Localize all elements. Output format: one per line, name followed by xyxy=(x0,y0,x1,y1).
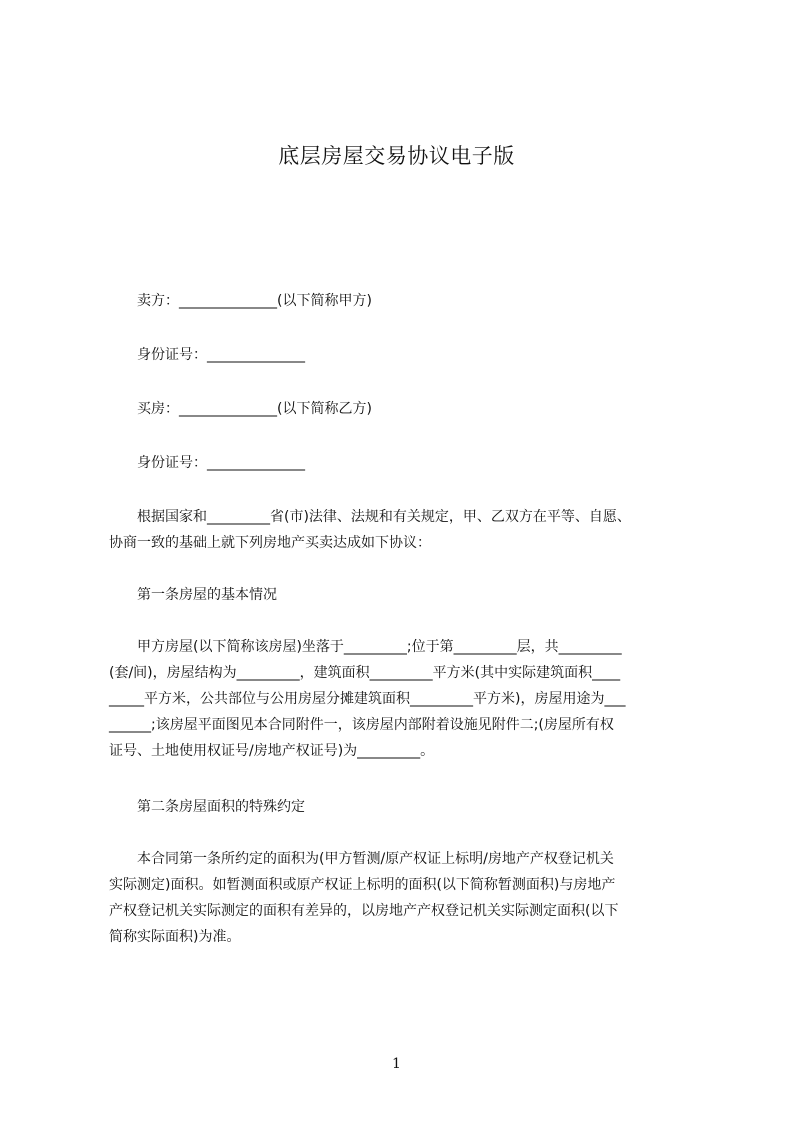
article1-line-4: ______;该房屋平面图见本合同附件一，该房屋内部附着设施见附件二;(房屋所有权 xyxy=(109,717,614,733)
preamble-line-2: 协商一致的基础上就下列房地产买卖达成如下协议： xyxy=(109,535,431,551)
article1-paragraph xyxy=(109,634,699,764)
article1-line-5: 证号、土地使用权证号/房地产权证号)为_________。 xyxy=(109,743,435,759)
buyer-line: 买房：______________(以下简称乙方) xyxy=(137,401,372,417)
article2-line-4: 简称实际面积)为准。 xyxy=(109,929,241,945)
seller-line: 卖方：______________(以下简称甲方) xyxy=(137,293,372,309)
seller-id-line: 身份证号：______________ xyxy=(137,347,305,363)
page-number: 1 xyxy=(392,1056,401,1072)
buyer-id-line: 身份证号：______________ xyxy=(137,455,305,471)
article2-line-1: 本合同第一条所约定的面积为(甲方暂测/原产权证上标明/房地产产权登记机关 xyxy=(137,851,614,867)
article2-line-3: 产权登记机关实际测定的面积有差异的，以房地产产权登记机关实际测定面积(以下 xyxy=(109,903,619,919)
article1-heading: 第一条房屋的基本情况 xyxy=(137,587,277,603)
preamble-paragraph xyxy=(109,504,699,556)
document-title: 底层房屋交易协议电子版 xyxy=(278,144,515,168)
article2-heading: 第二条房屋面积的特殊约定 xyxy=(137,799,305,815)
article2-line-2: 实际测定)面积。如暂测面积或原产权证上标明的面积(以下简称暂测面积)与房地产 xyxy=(109,877,616,893)
article1-line-2: (套/间)，房屋结构为_________，建筑面积_________平方米(其中实际建筑面积____ xyxy=(109,665,621,681)
article2-paragraph xyxy=(109,846,699,950)
article1-line-1: 甲方房屋(以下简称该房屋)坐落于_________;位于第_________层，共_________ xyxy=(137,639,622,655)
article1-line-3: _____平方米，公共部位与公用房屋分摊建筑面积_________平方米)，房屋用途为___ xyxy=(109,691,626,707)
preamble-line-1: 根据国家和_________省(市)法律、法规和有关规定，甲、乙双方在平等、自愿、 xyxy=(137,509,631,525)
